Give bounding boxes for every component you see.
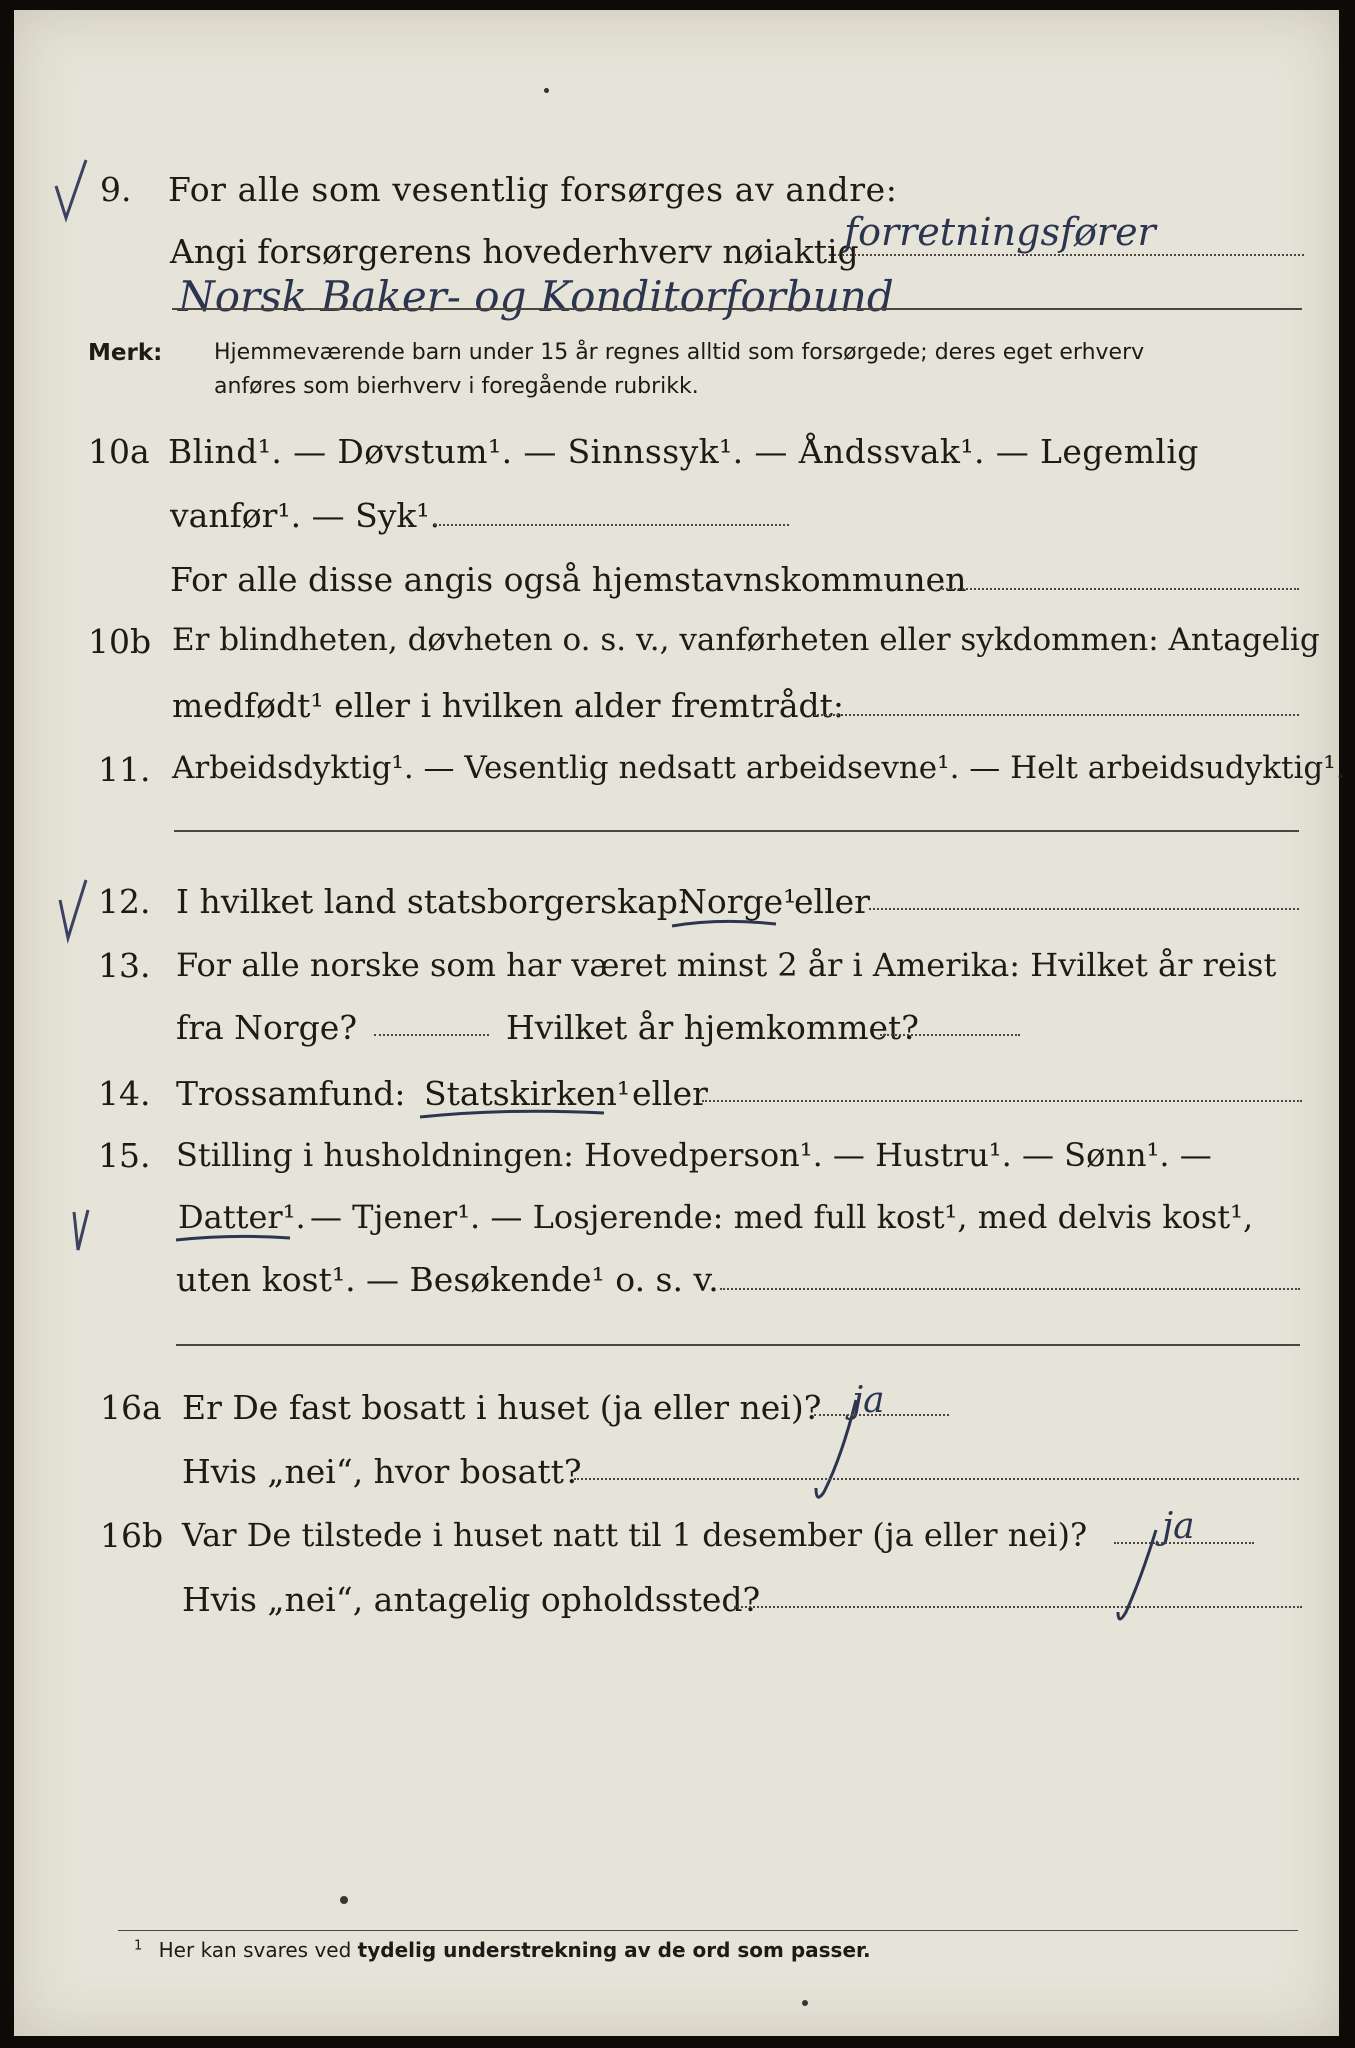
q10a-number: 10a [88,432,150,471]
footnote [134,1938,871,1962]
q10b-answer-line [814,714,1299,716]
q10a-hometown-prompt: For alle disse angis også hjemstavnskommunen [170,560,967,599]
q16b-followup-line [734,1606,1302,1608]
footnote-rule [118,1930,1298,1931]
q16b-handwritten-stroke [1112,1526,1162,1626]
q12-option-norge: Norge¹ [678,882,797,921]
q14-number: 14. [98,1074,151,1113]
q12-answer-line [869,908,1299,910]
q13-departure-prompt: fra Norge? [176,1008,358,1047]
checkmark-q15 [66,1206,96,1256]
q16a-handwritten-stroke [812,1396,862,1506]
q15-answer-line-2 [176,1344,1300,1346]
census-form-page [14,10,1346,2036]
q11-number: 11. [98,750,151,789]
q13-number: 13. [98,946,151,985]
q14-question: Trossamfund: [176,1074,406,1113]
q13-question: For alle norske som har været minst 2 år i Amerika: Hvilket år reist [176,946,1277,984]
q9-answer-line-1 [829,254,1304,256]
q14-statskirken-underline [418,1106,608,1120]
ink-speck [340,1896,348,1904]
q16a-question: Er De fast bosatt i huset (ja eller nei)? [182,1388,822,1427]
q15-question-cont: — Tjener¹. — Losjerende: med full kost¹, med delvis kost¹, [310,1198,1254,1236]
q12-question: I hvilket land statsborgerskap: [176,882,690,921]
q14-option-statskirken: Statskirken¹ [424,1074,631,1113]
checkmark-q9 [52,156,92,226]
q16a-followup: Hvis „nei“, hvor bosatt? [182,1452,582,1491]
q10b-question: Er blindheten, døvheten o. s. v., vanførheten eller sykdommen: Antagelig [172,622,1320,658]
footnote-text-bold: tydelig understrekning av de ord som passer. [357,1938,871,1962]
q15-datter-underline [174,1232,294,1244]
ink-speck [802,2000,808,2006]
q10b-number: 10b [88,622,152,661]
note-text-line-2: anføres som bierhverv i foregående rubrikk. [214,374,699,399]
q16a-followup-line [574,1478,1299,1480]
q16a-number: 16a [100,1388,162,1427]
note-text-line-1: Hjemmeværende barn under 15 år regnes alltid som forsørgede; deres eget erhverv [214,340,1145,365]
q16b-answer-line [1114,1542,1254,1544]
q9-prompt: Angi forsørgerens hovederhverv nøiaktig [170,232,859,271]
q14-option-other: eller [632,1074,708,1113]
q15-question-end: uten kost¹. — Besøkende¹ o. s. v. [176,1260,719,1299]
q10a-question: Blind¹. — Døvstum¹. — Sinnssyk¹. — Åndssvak¹. — Legemlig [168,432,1199,471]
q16a-answer-line [814,1414,949,1416]
q10a-question-cont: vanfør¹. — Syk¹. [170,496,441,535]
q10a-hometown-line [939,588,1299,590]
q14-answer-line [702,1100,1302,1102]
q16b-question: Var De tilstede i huset natt til 1 desember (ja eller nei)? [182,1516,1088,1554]
q13-departure-line [374,1034,489,1036]
q15-number: 15. [98,1136,151,1175]
paper-speck [544,88,549,93]
q16b-followup: Hvis „nei“, antagelig opholdssted? [182,1580,761,1619]
footnote-marker: 1 [134,1938,143,1954]
q15-question: Stilling i husholdningen: Hovedperson¹. — Hustru¹. — Sønn¹. — [176,1136,1212,1174]
q11-answer-line [174,830,1299,832]
q10b-question-cont: medfødt¹ eller i hvilken alder fremtrådt: [172,686,845,725]
q9-handwritten-occupation: forretningsfører [844,210,1156,254]
q16b-handwritten-answer: ja [1162,1506,1195,1547]
q9-number: 9. [100,170,132,209]
q9-handwritten-employer: Norsk Baker- og Konditorforbund [178,272,894,321]
q12-norge-underline [670,916,780,930]
q11-question: Arbeidsdyktig¹. — Vesentlig nedsatt arbeidsevne¹. — Helt arbeidsudyktig¹. [172,750,1346,786]
q16b-number: 16b [100,1516,164,1555]
q10a-answer-line [434,524,789,526]
footnote-text: Her kan svares ved [158,1938,352,1962]
q16a-handwritten-answer: ja [852,1380,885,1421]
q12-number: 12. [98,882,151,921]
q9-answer-line-2 [172,308,1302,310]
q15-option-datter: Datter¹. [178,1198,306,1236]
checkmark-q12 [54,876,94,946]
q9-question: For alle som vesentlig forsørges av andre: [168,170,898,209]
q15-answer-line-1 [720,1288,1300,1290]
q13-return-line [880,1034,1020,1036]
note-label: Merk: [88,340,163,366]
q13-return-prompt: Hvilket år hjemkommet? [506,1008,919,1047]
q12-option-other: eller [794,882,870,921]
